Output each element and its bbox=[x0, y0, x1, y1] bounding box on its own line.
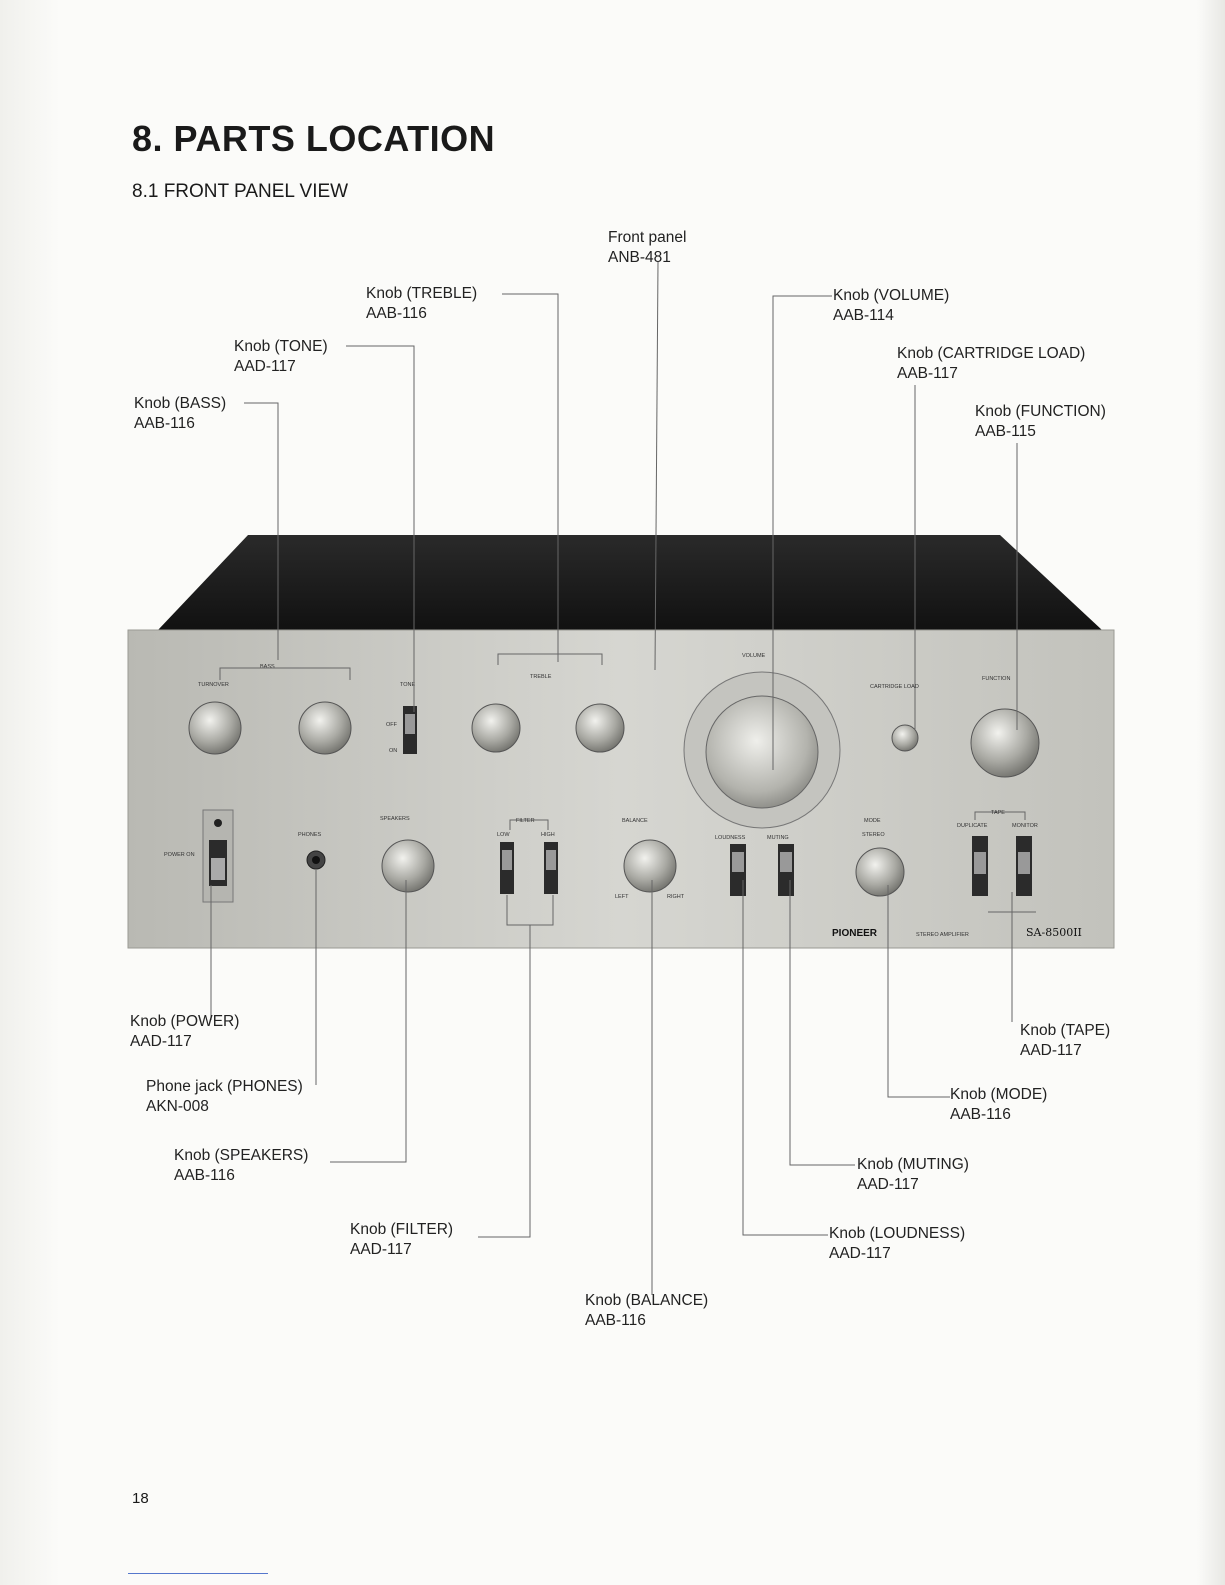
panel-label-power: POWER ON bbox=[164, 852, 195, 858]
section-title: 8.1 FRONT PANEL VIEW bbox=[132, 181, 349, 202]
callout-part-number: AAB-114 bbox=[833, 307, 894, 324]
callout-label: Phone jack (PHONES) bbox=[146, 1078, 303, 1095]
panel-label-bass: BASS bbox=[260, 664, 275, 670]
callout-label: Knob (TAPE) bbox=[1020, 1022, 1111, 1039]
callout-label: Knob (MODE) bbox=[950, 1086, 1048, 1103]
callout-label: Knob (SPEAKERS) bbox=[174, 1147, 309, 1164]
footer-rule bbox=[128, 1573, 268, 1574]
callout-part-number: ANB-481 bbox=[608, 249, 671, 266]
callout-label: Knob (POWER) bbox=[130, 1013, 240, 1030]
callout-phones bbox=[146, 1077, 303, 1117]
balance-knob[interactable] bbox=[624, 840, 676, 892]
panel-label-muting: MUTING bbox=[767, 835, 789, 841]
callout-part-number: AKN-008 bbox=[146, 1098, 209, 1115]
callout-part-number: AAB-115 bbox=[975, 423, 1036, 440]
callout-label: Knob (FUNCTION) bbox=[975, 403, 1106, 420]
callout-power bbox=[130, 1012, 239, 1052]
callout-tape bbox=[1020, 1021, 1110, 1061]
callout-label: Knob (LOUDNESS) bbox=[829, 1225, 966, 1242]
callout-balance bbox=[585, 1291, 708, 1331]
panel-label-balance-left: LEFT bbox=[615, 894, 629, 900]
treble-turnover-knob[interactable] bbox=[576, 704, 624, 752]
callout-front-panel bbox=[608, 228, 686, 268]
panel-label-filter-low: LOW bbox=[497, 832, 510, 838]
chassis-top-cover bbox=[158, 535, 1102, 630]
callout-speakers bbox=[174, 1146, 308, 1186]
callout-label: Front panel bbox=[608, 229, 687, 246]
panel-label-filter-high: HIGH bbox=[541, 832, 555, 838]
callout-part-number: AAD-117 bbox=[350, 1241, 412, 1258]
panel-label-filter: FILTER bbox=[516, 818, 535, 824]
panel-label-cartridge-load: CARTRIDGE LOAD bbox=[870, 684, 919, 690]
callout-label: Knob (BASS) bbox=[134, 395, 227, 412]
panel-label-tone-on: ON bbox=[389, 748, 398, 754]
callout-volume bbox=[833, 286, 949, 326]
callout-label: Knob (FILTER) bbox=[350, 1221, 454, 1238]
callout-label: Knob (TONE) bbox=[234, 338, 328, 355]
callout-tone bbox=[234, 337, 328, 377]
cartridge-load-knob[interactable] bbox=[892, 725, 918, 751]
callout-label: Knob (TREBLE) bbox=[366, 285, 478, 302]
panel-label-mode-stereo: STEREO bbox=[862, 832, 885, 838]
panel-label-loudness: LOUDNESS bbox=[715, 835, 746, 841]
panel-label-volume: VOLUME bbox=[742, 653, 766, 659]
panel-label-function: FUNCTION bbox=[982, 676, 1011, 682]
callout-part-number: AAB-116 bbox=[174, 1167, 235, 1184]
callout-muting bbox=[857, 1155, 969, 1195]
volume-knob[interactable] bbox=[706, 696, 818, 808]
panel-label-treble: TREBLE bbox=[530, 674, 552, 680]
callout-part-number: AAB-116 bbox=[366, 305, 427, 322]
callout-part-number: AAD-117 bbox=[857, 1176, 919, 1193]
function-knob[interactable] bbox=[971, 709, 1039, 777]
bass-turnover-knob[interactable] bbox=[189, 702, 241, 754]
bass-knob[interactable] bbox=[299, 702, 351, 754]
page-title: 8. PARTS LOCATION bbox=[132, 118, 496, 159]
callout-treble bbox=[366, 284, 477, 324]
callout-mode bbox=[950, 1085, 1047, 1125]
panel-label-balance: BALANCE bbox=[622, 818, 648, 824]
panel-label-tone: TONE bbox=[400, 682, 416, 688]
panel-label-phones: PHONES bbox=[298, 832, 322, 838]
callout-label: Knob (CARTRIDGE LOAD) bbox=[897, 345, 1086, 362]
callout-part-number: AAD-117 bbox=[234, 358, 296, 375]
model-description: STEREO AMPLIFIER bbox=[916, 932, 969, 938]
brand-logo: PIONEER bbox=[832, 928, 878, 939]
callout-function bbox=[975, 402, 1106, 442]
speakers-knob[interactable] bbox=[382, 840, 434, 892]
callout-part-number: AAB-117 bbox=[897, 365, 958, 382]
callout-label: Knob (VOLUME) bbox=[833, 287, 950, 304]
panel-label-turnover: TURNOVER bbox=[198, 682, 229, 688]
front-panel-plate bbox=[128, 630, 1114, 948]
panel-label-balance-right: RIGHT bbox=[667, 894, 685, 900]
panel-label-tape: TAPE bbox=[991, 810, 1005, 816]
callout-bass bbox=[134, 394, 226, 434]
callout-part-number: AAB-116 bbox=[134, 415, 195, 432]
callout-part-number: AAD-117 bbox=[130, 1033, 192, 1050]
callout-part-number: AAB-116 bbox=[950, 1106, 1011, 1123]
callout-part-number: AAD-117 bbox=[829, 1245, 891, 1262]
callout-loudness bbox=[829, 1224, 965, 1264]
callout-label: Knob (MUTING) bbox=[857, 1156, 969, 1173]
treble-knob[interactable] bbox=[472, 704, 520, 752]
panel-label-tone-off: OFF bbox=[386, 722, 397, 728]
model-name: SA-8500II bbox=[1026, 926, 1082, 939]
panel-label-mode: MODE bbox=[864, 818, 881, 824]
panel-label-speakers: SPEAKERS bbox=[380, 816, 410, 822]
callout-part-number: AAB-116 bbox=[585, 1312, 646, 1329]
callout-label: Knob (BALANCE) bbox=[585, 1292, 709, 1309]
mode-knob[interactable] bbox=[856, 848, 904, 896]
callout-part-number: AAD-117 bbox=[1020, 1042, 1082, 1059]
callout-filter bbox=[350, 1220, 453, 1260]
callout-cartridge-load bbox=[897, 344, 1085, 384]
page-number: 18 bbox=[132, 1490, 149, 1507]
panel-label-tape-monitor: MONITOR bbox=[1012, 823, 1038, 829]
panel-label-tape-duplicate: DUPLICATE bbox=[957, 823, 988, 829]
